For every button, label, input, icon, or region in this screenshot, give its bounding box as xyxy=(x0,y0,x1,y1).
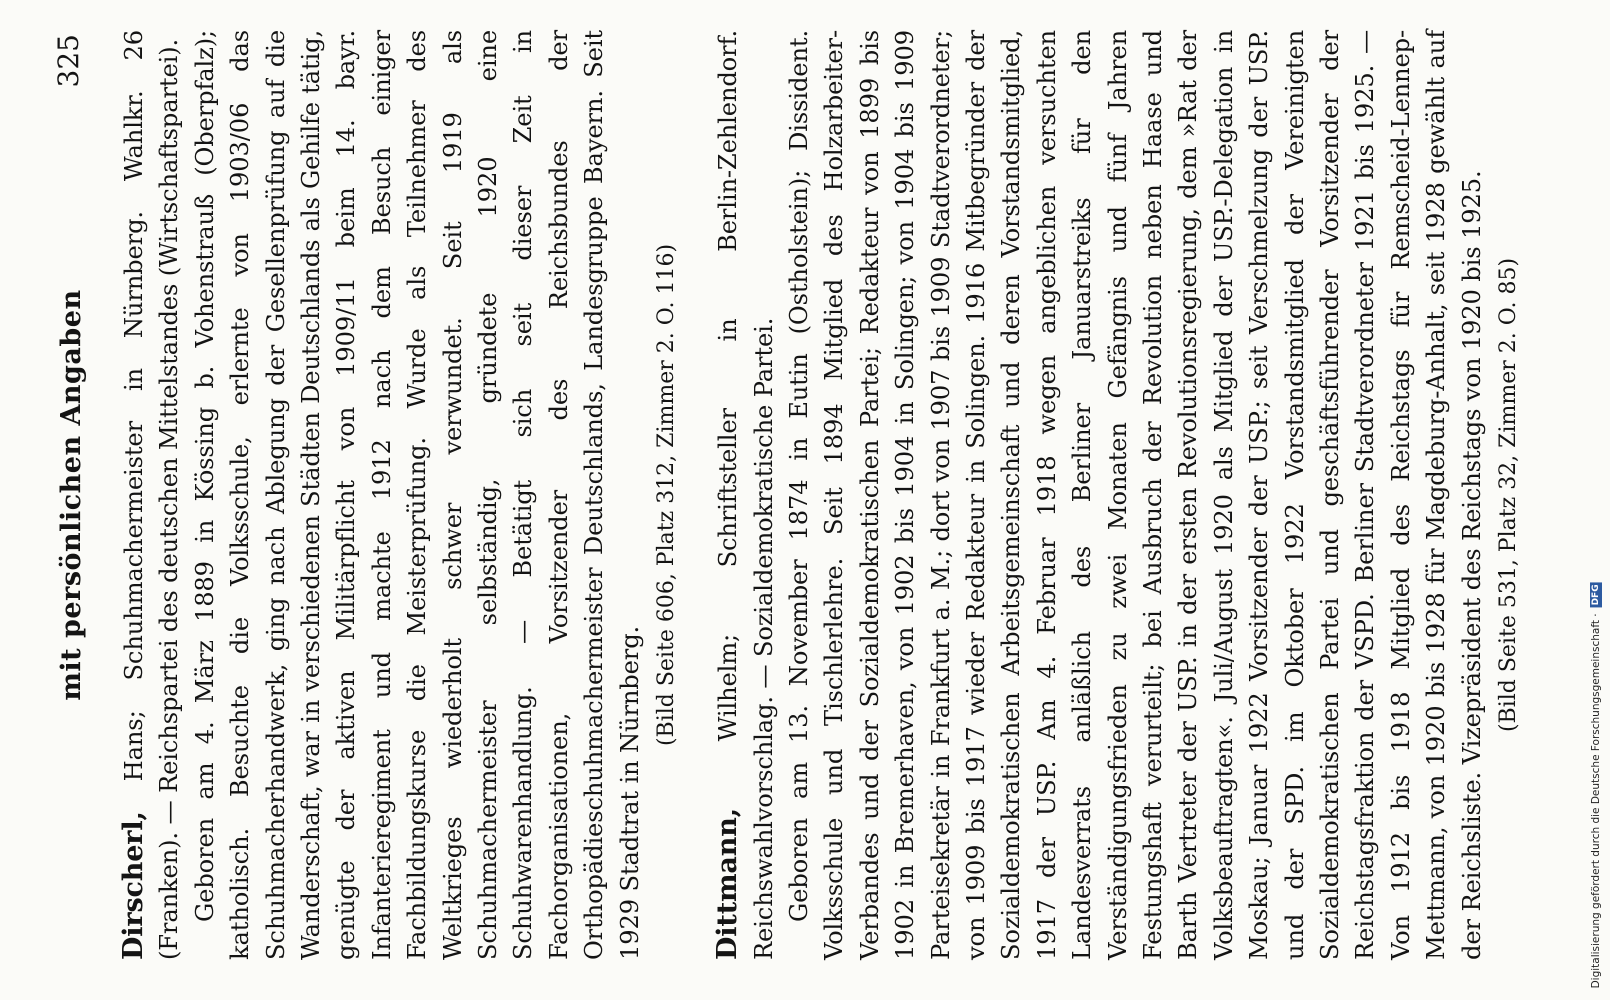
entry-intro xyxy=(116,30,188,960)
entry-intro-text: Wilhelm; Schriftsteller in Berlin-Zehlendorf. Reichswahlvorschlag. — Sozialdemokratische Partei. xyxy=(714,30,778,960)
entry-intro xyxy=(710,30,782,960)
entry-body: Geboren am 13. November 1874 in Eutin (Ostholstein); Dissident. Volksschule und Tischlerlehre. Seit 1894 Mitglied des Holzarbeiter-Verbandes und der Sozialdemokratischen Partei; Redakteur von 1899 bis 1902 in Bremerhaven, von 1902 bis 1904 in Solingen; von 1904 bis 1909 Parteisekretär in Frankfurt a. M.; dort von 1907 bis 1909 Stadtverordneter; von 1909 bis 1917 wieder Redakteur in Solingen. 1916 Mitbegründer der Sozialdemokratischen Arbeitsgemeinschaft und deren Vorstandsmitglied, 1917 der USP. Am 4. Februar 1918 wegen angeblichen versuchten Landesverrats anläßlich des Berliner Januarstreiks für den Verständigungsfrieden zu zwei Monaten Gefängnis und fünf Jahren Festungshaft verurteilt; bei Ausbruch der Revolution neben Haase und Barth Vertreter der USP. in der ersten Revolutionsregierung, dem »Rat der Volksbeauftragten«. Juli/August 1920 als Mitglied der USP.-Delegation in Moskau; Januar 1922 Vorsitzender der USP.; seit Verschmelzung der USP. und der SPD. im Oktober 1922 Vorstandsmitglied der Vereinigten Sozialdemokratischen Partei und geschäftsführender Vorsitzender der Reichstagsfraktion der VSPD. Berliner Stadtverordneter 1921 bis 1925. — Von 1912 bis 1918 Mitglied des Reichstags für Remscheid-Lennep-Mettmann, von 1920 bis 1928 für Magdeburg-Anhalt, seit 1928 gewählt auf der Reichsliste. Vizepräsident des Reichstags von 1920 bis 1925. xyxy=(784,30,1486,960)
digitization-note-text: Digitalisierung gefördert durch die Deutsche Forschungsgemeinschaft · xyxy=(1590,612,1602,988)
entry-caption: (Bild Seite 606, Platz 312, Zimmer 2. O. 116) xyxy=(654,243,680,747)
page-title: mit persönlichen Angaben xyxy=(56,289,87,701)
entry-caption: (Bild Seite 531, Platz 32, Zimmer 2. O. 85) xyxy=(1496,257,1522,733)
digitization-note xyxy=(1590,582,1602,988)
entry-body: Geboren am 4. März 1889 in Kössing b. Vohenstrauß (Oberpfalz); katholisch. Besuchte die Volksschule, erlernte von 1903/06 das Schuhmacherhandwerk, ging nach Ablegung der Gesellenprüfung auf die Wanderschaft, war in verschiedenen Städten Deutschlands als Gehilfe tätig, genügte der aktiven Militärpflicht von 1909/11 beim 14. bayr. Infanterieregiment und machte 1912 nach dem Besuch einiger Fachbildungskurse die Meisterprüfung. Wurde als Teilnehmer des Weltkrieges wiederholt schwer verwundet. Seit 1919 als Schuhmachermeister selbständig, gründete 1920 eine Schuhwarenhandlung. — Betätigt sich seit dieser Zeit in Fachorganisationen, Vorsitzender des Reichsbundes der Orthopädieschuhmachermeister Deutschlands, Landesgruppe Bayern. Seit 1929 Stadtrat in Nürnberg. xyxy=(190,30,644,960)
page-number: 325 xyxy=(52,34,85,88)
biography-entry xyxy=(116,30,684,960)
entry-name: Dirscherl, xyxy=(118,811,149,960)
running-head xyxy=(52,30,96,960)
biography-entry xyxy=(710,30,1526,960)
dfg-logo: DFG xyxy=(1591,583,1601,605)
entry-name: Dittmann, xyxy=(712,808,744,960)
entry-intro-text: Hans; Schuhmachermeister in Nürnberg. Wahlkr. 26 (Franken). — Reichspartei des deutschen Mittelstandes (Wirtschaftspartei). xyxy=(120,30,184,960)
document-page xyxy=(52,30,1522,960)
